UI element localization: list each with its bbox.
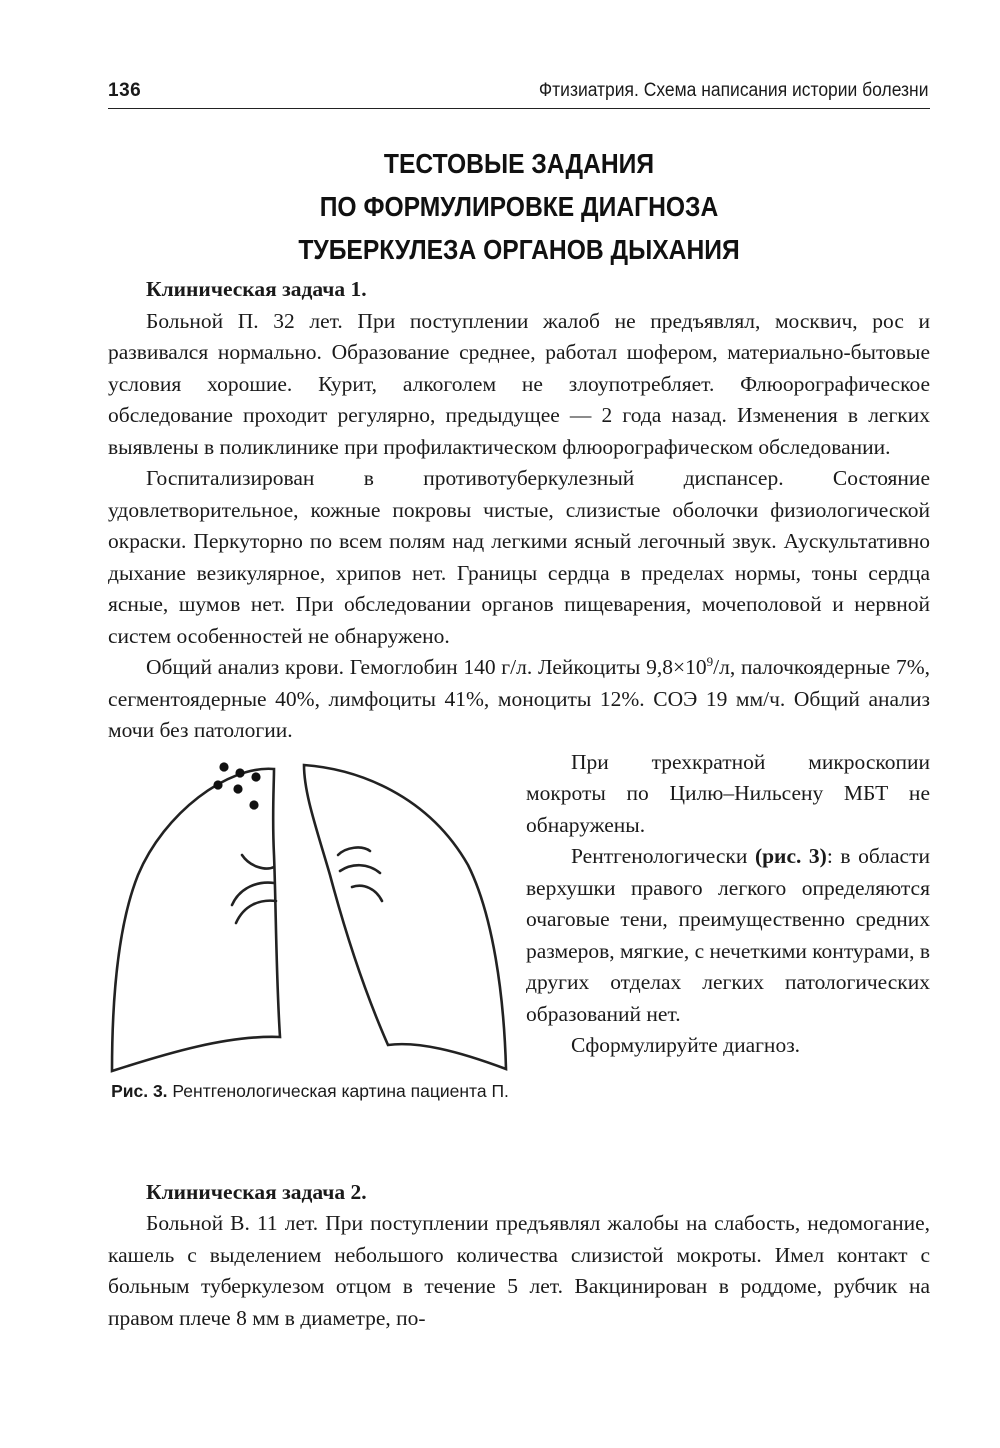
task1-paragraph-4: При трехкратной микроскопии мокроты по Цилю–Нильсену МБТ не обнаружены. [526,749,930,837]
task1-paragraph-3 [108,652,930,747]
left-lung-outline [304,765,506,1069]
title-line-2: ПО ФОРМУЛИРОВКЕ ДИАГНОЗА [319,191,719,222]
figure-caption-text: Рентгенологическая картина пациента П. [167,1080,509,1101]
task2-paragraph-1: Больной В. 11 лет. При поступлении предъявлял жалобы на слабость, недомогание, кашель с выделением небольшого количества слизистой мокроты. Имел контакт с больным туберкулезом отцом в течение 5 лет. Вакцинирован в роддоме, рубчик на правом плече 8 мм в диаметре, по- [108,1211,930,1330]
blood-test-text-b: /л, палочкоядерные 7%, сегментоядерные 40%, лимфоциты 41%, моноциты 12%. СОЭ 19 мм/ч. Общий анализ мочи без патологии. [108,655,930,742]
right-hilum-stroke-1 [242,855,274,869]
focal-shadow-4 [213,780,222,789]
right-lung-outline [112,768,280,1070]
task1-question: Сформулируйте диагноз. [571,1033,801,1057]
right-hilum-stroke-3 [236,900,276,922]
running-title: Фтизиатрия. Схема написания истории болезни [538,80,928,101]
task1-paragraph-1: Больной П. 32 лет. При поступлении жалоб не предъявлял, москвич, рос и развивался нормально. Образование среднее, работал шофером, материально-бытовые условия хорошие. Курит, алкоголем не злоупотребляет. Флюорографическое обследование проходит регулярно, предыдущее — 2 года назад. Изменения в легких выявлены в поликлинике при профилактическом флюорографическом обследовании. [108,308,930,459]
title-line-3: ТУБЕРКУЛЕЗА ОРГАНОВ ДЫХАНИЯ [298,234,740,265]
focal-shadow-6 [249,800,258,809]
page-header [108,76,930,109]
xray-text-b: : в области верхушки правого легкого определяются очаговые тени, преимущественно средних размеров, мягкие, с нечеткими контурами, в других отделах легких патологических образований нет. [526,844,930,1026]
xray-text-a: Рентгенологически [571,844,755,868]
figure-3 [108,755,512,1145]
section-title [108,142,930,271]
page-body [108,274,930,1334]
focal-shadow-5 [233,784,242,793]
task1-heading: Клиническая задача 1. [146,277,367,301]
figure-label: Рис. 3. [111,1080,168,1101]
lung-xray-drawing [108,755,512,1075]
blood-test-text-a: Общий анализ крови. Гемоглобин 140 г/л. Лейкоциты 9,8×10 [146,655,707,679]
title-line-1: ТЕСТОВЫЕ ЗАДАНИЯ [383,148,655,179]
figure-reference: (рис. 3) [754,844,827,868]
left-hilum-stroke-1 [338,847,370,854]
exponent: 9 [706,653,714,669]
focal-shadow-3 [251,772,260,781]
figure-caption [108,1079,512,1104]
page-number: 136 [108,80,142,101]
task1-paragraph-2: Госпитализирован в противотуберкулезный диспансер. Состояние удовлетворительное, кожные покровы чистые, слизистые оболочки физиологической окраски. Перкуторно по всем полям над легкими ясный легочный звук. Аускультативно дыхание везикулярное, хрипов нет. Границы сердца в пределах нормы, тоны сердца ясные, шумов нет. При обследовании органов пищеварения, мочеполовой и нервной систем особенностей не обнаружено. [108,466,930,648]
task2-heading: Клиническая задача 2. [146,1179,367,1204]
focal-shadow-2 [235,768,244,777]
focal-shadow-1 [219,762,228,771]
left-hilum-stroke-3 [352,885,382,900]
left-hilum-stroke-2 [340,865,380,873]
